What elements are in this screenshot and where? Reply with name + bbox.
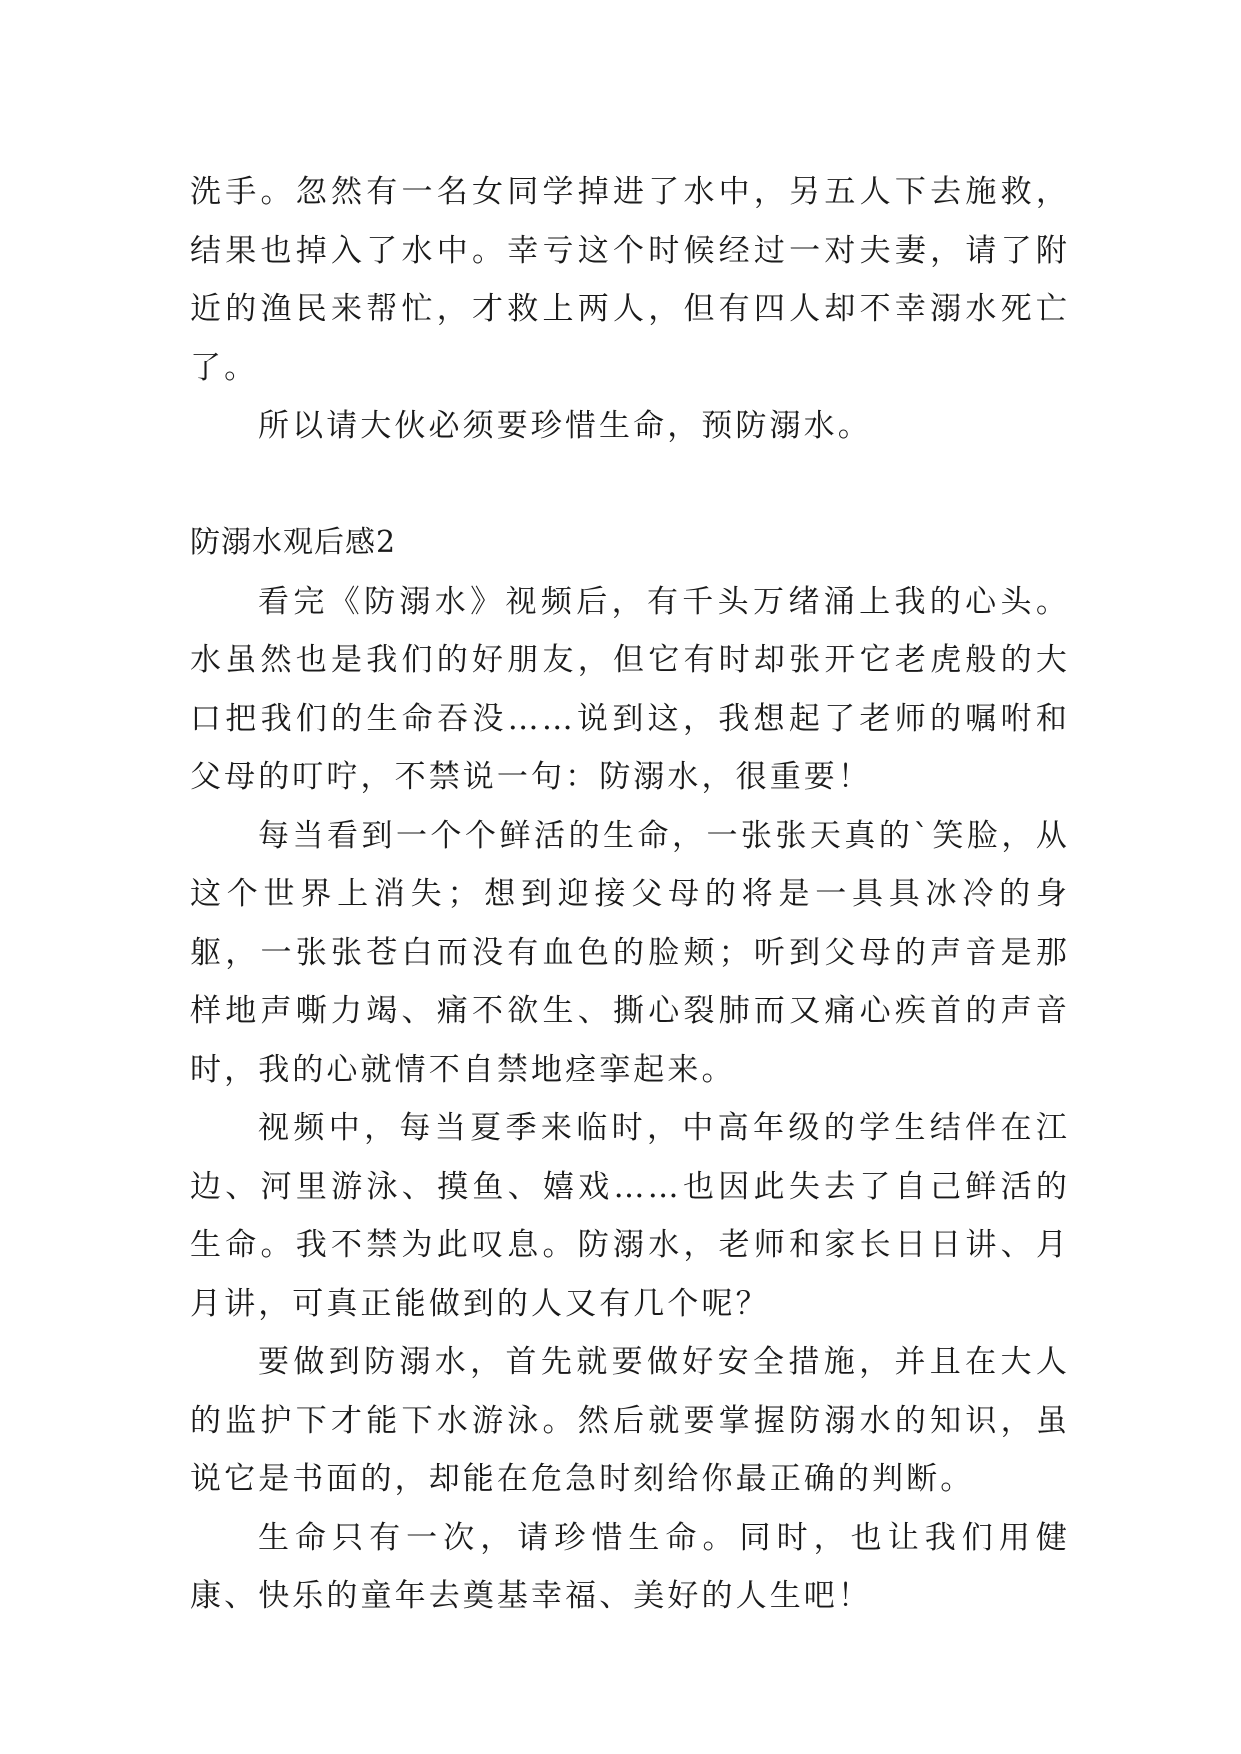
paragraph-5: 生命只有一次，请珍惜生命。同时，也让我们用健康、快乐的童年去奠基幸福、美好的人生吧！ bbox=[190, 1519, 1070, 1614]
paragraph-4: 要做到防溺水，首先就要做好安全措施，并且在大人的监护下才能下水游泳。然后就要掌握防溺水的知识，虽说它是书面的，却能在危急时刻给你最正确的判断。 bbox=[190, 1344, 1070, 1497]
paragraph-continued: 洗手。忽然有一名女同学掉进了水中，另五人下去施救，结果也掉入了水中。幸亏这个时候经过一对夫妻，请了附近的渔民来帮忙，才救上两人，但有四人却不幸溺水死亡了。 bbox=[190, 174, 1070, 386]
paragraph-1: 看完《防溺水》视频后，有千头万绪涌上我的心头。水虽然也是我们的好朋友，但它有时却张开它老虎般的大口把我们的生命吞没……说到这，我想起了老师的嘱咐和父母的叮咛，不禁说一句：防溺水，很重要！ bbox=[190, 583, 1070, 795]
paragraph-conclusion: 所以请大伙必须要珍惜生命，预防溺水。 bbox=[258, 408, 872, 444]
paragraph-3: 视频中，每当夏季来临时，中高年级的学生结伴在江边、河里游泳、摸鱼、嬉戏……也因此失去了自己鲜活的生命。我不禁为此叹息。防溺水，老师和家长日日讲、月月讲，可真正能做到的人又有几个呢？ bbox=[190, 1110, 1070, 1322]
document-body bbox=[190, 163, 1070, 1626]
section-heading: 防溺水观后感2 bbox=[190, 525, 397, 560]
paragraph-2: 每当看到一个个鲜活的生命，一张张天真的`笑脸，从这个世界上消失；想到迎接父母的将是一具具冰冷的身躯，一张张苍白而没有血色的脸颊；听到父母的声音是那样地声嘶力竭、痛不欲生、撕心裂肺而又痛心疾首的声音时，我的心就情不自禁地痉挛起来。 bbox=[190, 817, 1070, 1088]
